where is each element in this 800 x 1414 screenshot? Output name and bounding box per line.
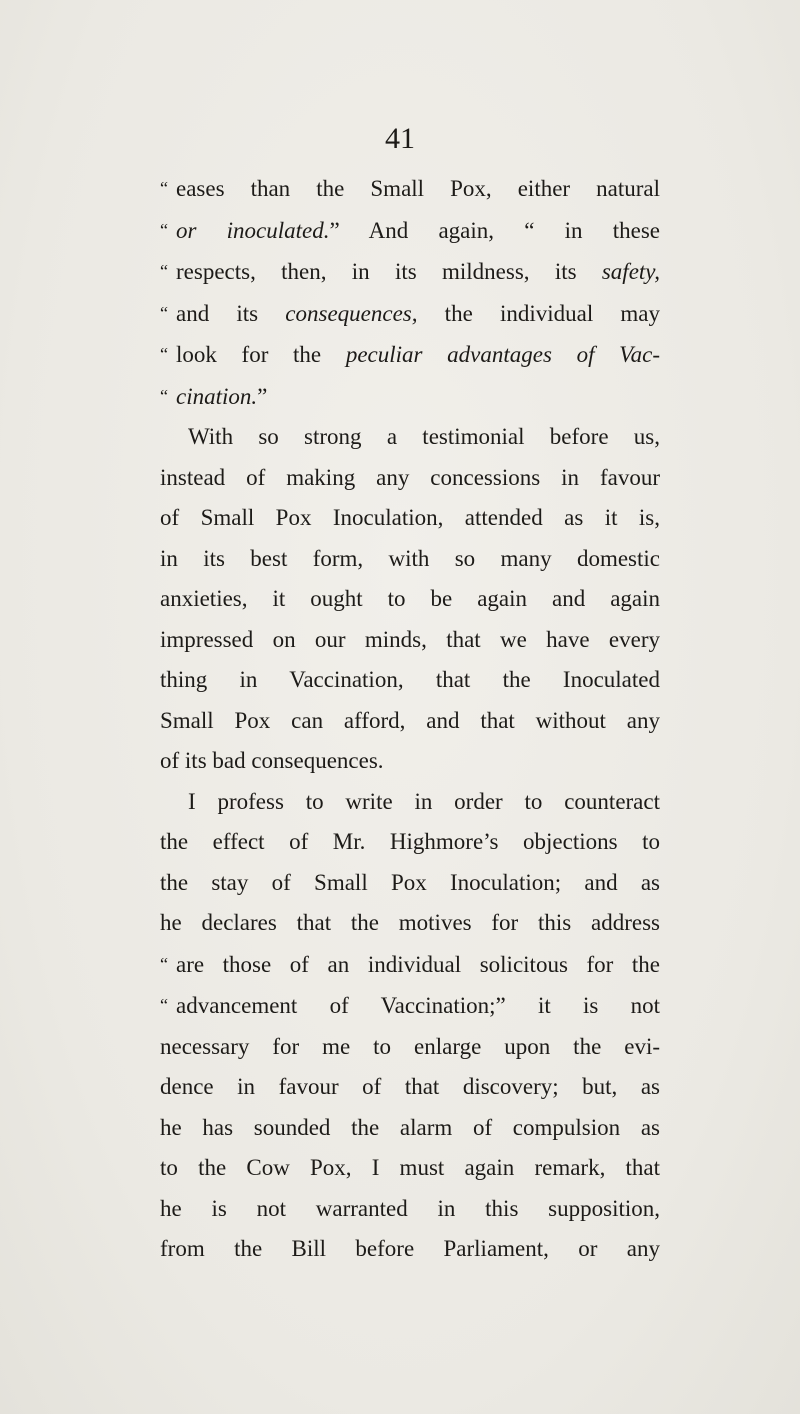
text-line <box>160 334 660 376</box>
text-run: instead of making any concessions in favour <box>160 464 660 490</box>
text-line <box>160 822 660 863</box>
quote-mark: “ <box>160 302 168 323</box>
text-run: With so strong a testimonial before us, <box>188 424 660 449</box>
text-line <box>160 1108 660 1149</box>
text-run: he has sounded the alarm of compulsion as <box>160 1114 660 1140</box>
italic-text: peculiar advantages of Vac- <box>345 342 660 367</box>
italic-text: or inoculated. <box>176 217 330 243</box>
text-run: anxieties, it ought to be again and again <box>160 586 660 611</box>
text-line <box>160 985 660 1027</box>
text-line <box>160 1189 660 1230</box>
text-run: in its best form, with so many domestic <box>160 545 660 571</box>
text-line <box>160 376 660 418</box>
body-text <box>160 168 660 1270</box>
text-run: he is not warranted in this supposition, <box>160 1195 660 1221</box>
text-run: ” And again, “ in these <box>329 217 660 243</box>
text-run: of its bad consequences. <box>160 748 384 773</box>
text-run: ” <box>257 383 268 409</box>
text-run: thing in Vaccination, that the Inoculated <box>160 667 660 692</box>
text-line <box>160 701 660 742</box>
text-run: are those of an individual solicitous for the <box>176 951 660 977</box>
quote-mark: “ <box>160 344 168 364</box>
italic-text: consequences, <box>285 300 418 326</box>
text-line <box>160 863 660 904</box>
text-run: impressed on our minds, that we have every <box>160 626 660 652</box>
text-run: he declares that the motives for this address <box>160 910 660 935</box>
quote-mark: “ <box>160 385 168 406</box>
page-number: 41 <box>385 122 415 155</box>
quote-mark: “ <box>160 953 168 974</box>
quote-mark: “ <box>160 995 168 1015</box>
italic-text: cination. <box>176 383 258 409</box>
text-run: to the Cow Pox, I must again remark, that <box>160 1155 660 1180</box>
text-line <box>160 498 660 539</box>
text-run: the individual may <box>417 300 660 326</box>
text-line <box>160 251 660 293</box>
text-line <box>160 1067 660 1108</box>
text-run: necessary for me to enlarge upon the evi- <box>160 1033 660 1059</box>
text-line <box>160 458 660 499</box>
text-line <box>160 539 660 580</box>
italic-text: safety, <box>601 259 660 284</box>
text-run: dence in favour of that discovery; but, as <box>160 1074 660 1099</box>
text-run: from the Bill before Parliament, or any <box>160 1236 660 1261</box>
text-line <box>160 944 660 986</box>
quote-mark: “ <box>160 261 168 281</box>
text-line <box>160 293 660 335</box>
text-line <box>160 660 660 701</box>
text-run: of Small Pox Inoculation, attended as it is, <box>160 505 660 530</box>
text-run: advancement of Vaccination;” it is not <box>176 993 660 1018</box>
text-line <box>160 168 660 210</box>
text-run: the effect of Mr. Highmore’s objections to <box>160 829 660 854</box>
text-line <box>160 417 660 458</box>
text-line <box>160 1027 660 1068</box>
text-line <box>160 741 660 782</box>
text-line <box>160 1148 660 1189</box>
text-run: I profess to write in order to counteract <box>188 788 660 814</box>
text-run: look for the <box>176 342 346 367</box>
text-run: and its <box>176 300 286 326</box>
text-line <box>160 782 660 823</box>
quote-mark: “ <box>160 219 168 240</box>
text-run: Small Pox can afford, and that without any <box>160 707 660 733</box>
text-line <box>160 579 660 620</box>
text-line <box>160 903 660 944</box>
text-run: the stay of Small Pox Inoculation; and as <box>160 869 660 895</box>
text-run: respects, then, in its mildness, its <box>176 259 602 284</box>
text-line <box>160 1229 660 1270</box>
text-run: eases than the Small Pox, either natural <box>176 176 660 201</box>
text-line <box>160 210 660 252</box>
text-line <box>160 620 660 661</box>
quote-mark: “ <box>160 178 168 198</box>
